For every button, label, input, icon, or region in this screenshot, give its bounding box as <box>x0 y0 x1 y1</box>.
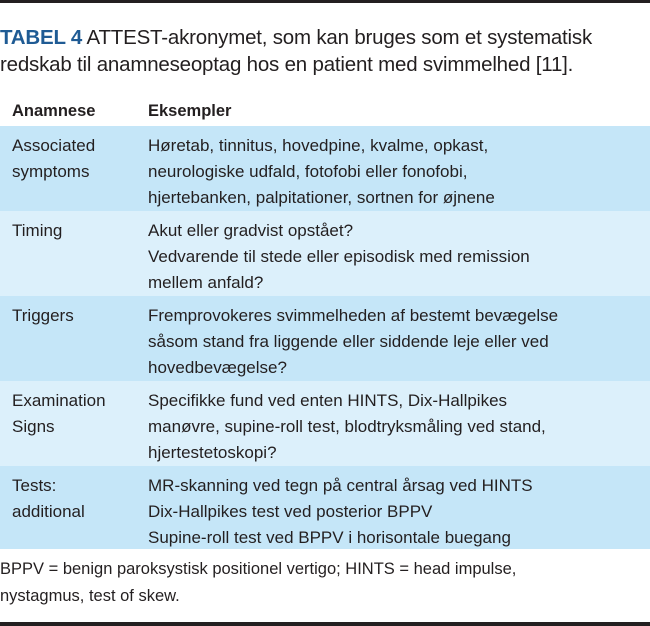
caption-line-2: redskab til anamneseoptag hos en patient med svimmelhed [11]. <box>0 53 574 76</box>
table-footnote <box>0 556 650 610</box>
example-line: neurologiske udfald, fotofobi eller fonofobi, <box>148 162 468 181</box>
example-line: Fremprovokeres svimmelheden af bestemt bevægelse <box>148 306 559 325</box>
header-anamnese: Anamnese <box>12 101 96 120</box>
footnote-line-1: BPPV = benign paroksystisk positionel vertigo; HINTS = head impulse, <box>0 560 517 578</box>
row-examples <box>148 303 650 381</box>
example-line: manøvre, supine-roll test, blodtryksmåling ved stand, <box>148 417 546 436</box>
term-line: Associated <box>12 136 96 155</box>
example-line: Specifikke fund ved enten HINTS, Dix-Hallpikes <box>148 391 508 410</box>
row-term <box>0 218 148 296</box>
term-line: Triggers <box>12 306 74 325</box>
table-row <box>0 381 650 466</box>
attest-table <box>0 96 650 549</box>
row-examples <box>148 218 650 296</box>
caption-line-1 <box>0 24 650 51</box>
table-header <box>0 96 650 126</box>
footnote-line-2: nystagmus, test of skew. <box>0 587 180 605</box>
example-line: Høretab, tinnitus, hovedpine, kvalme, opkast, <box>148 136 489 155</box>
example-line: såsom stand fra liggende eller siddende leje eller ved <box>148 332 549 351</box>
top-rule <box>0 0 650 3</box>
table-row <box>0 211 650 296</box>
example-line: hovedbevægelse? <box>148 358 287 377</box>
example-line: Dix-Hallpikes test ved posterior BPPV <box>148 502 433 521</box>
example-line: MR-skanning ved tegn på central årsag ved HINTS <box>148 476 533 495</box>
example-line: hjertebanken, palpitationer, sortnen for øjnene <box>148 188 495 207</box>
row-term <box>0 303 148 381</box>
table-row <box>0 466 650 549</box>
row-examples <box>148 388 650 466</box>
example-line: mellem anfald? <box>148 273 264 292</box>
table-row <box>0 126 650 211</box>
table-row <box>0 296 650 381</box>
caption-text: ATTEST-akronymet, som kan bruges som et systematisk <box>82 26 592 49</box>
row-examples <box>148 473 650 549</box>
example-line: hjertestetoskopi? <box>148 443 277 462</box>
table-caption <box>0 24 650 78</box>
table-label: TABEL 4 <box>0 26 83 49</box>
term-line: Tests: <box>12 476 57 495</box>
row-term <box>0 473 148 549</box>
term-line: additional <box>12 502 85 521</box>
row-term <box>0 388 148 466</box>
row-term <box>0 133 148 211</box>
term-line: Signs <box>12 417 55 436</box>
term-line: symptoms <box>12 162 90 181</box>
example-line: Akut eller gradvist opstået? <box>148 221 354 240</box>
term-line: Timing <box>12 221 63 240</box>
example-line: Vedvarende til stede eller episodisk med remission <box>148 247 530 266</box>
example-line: Supine-roll test ved BPPV i horisontale buegang <box>148 528 511 547</box>
term-line: Examination <box>12 391 106 410</box>
row-examples <box>148 133 650 211</box>
header-eksempler: Eksempler <box>148 101 232 120</box>
bottom-rule <box>0 622 650 626</box>
